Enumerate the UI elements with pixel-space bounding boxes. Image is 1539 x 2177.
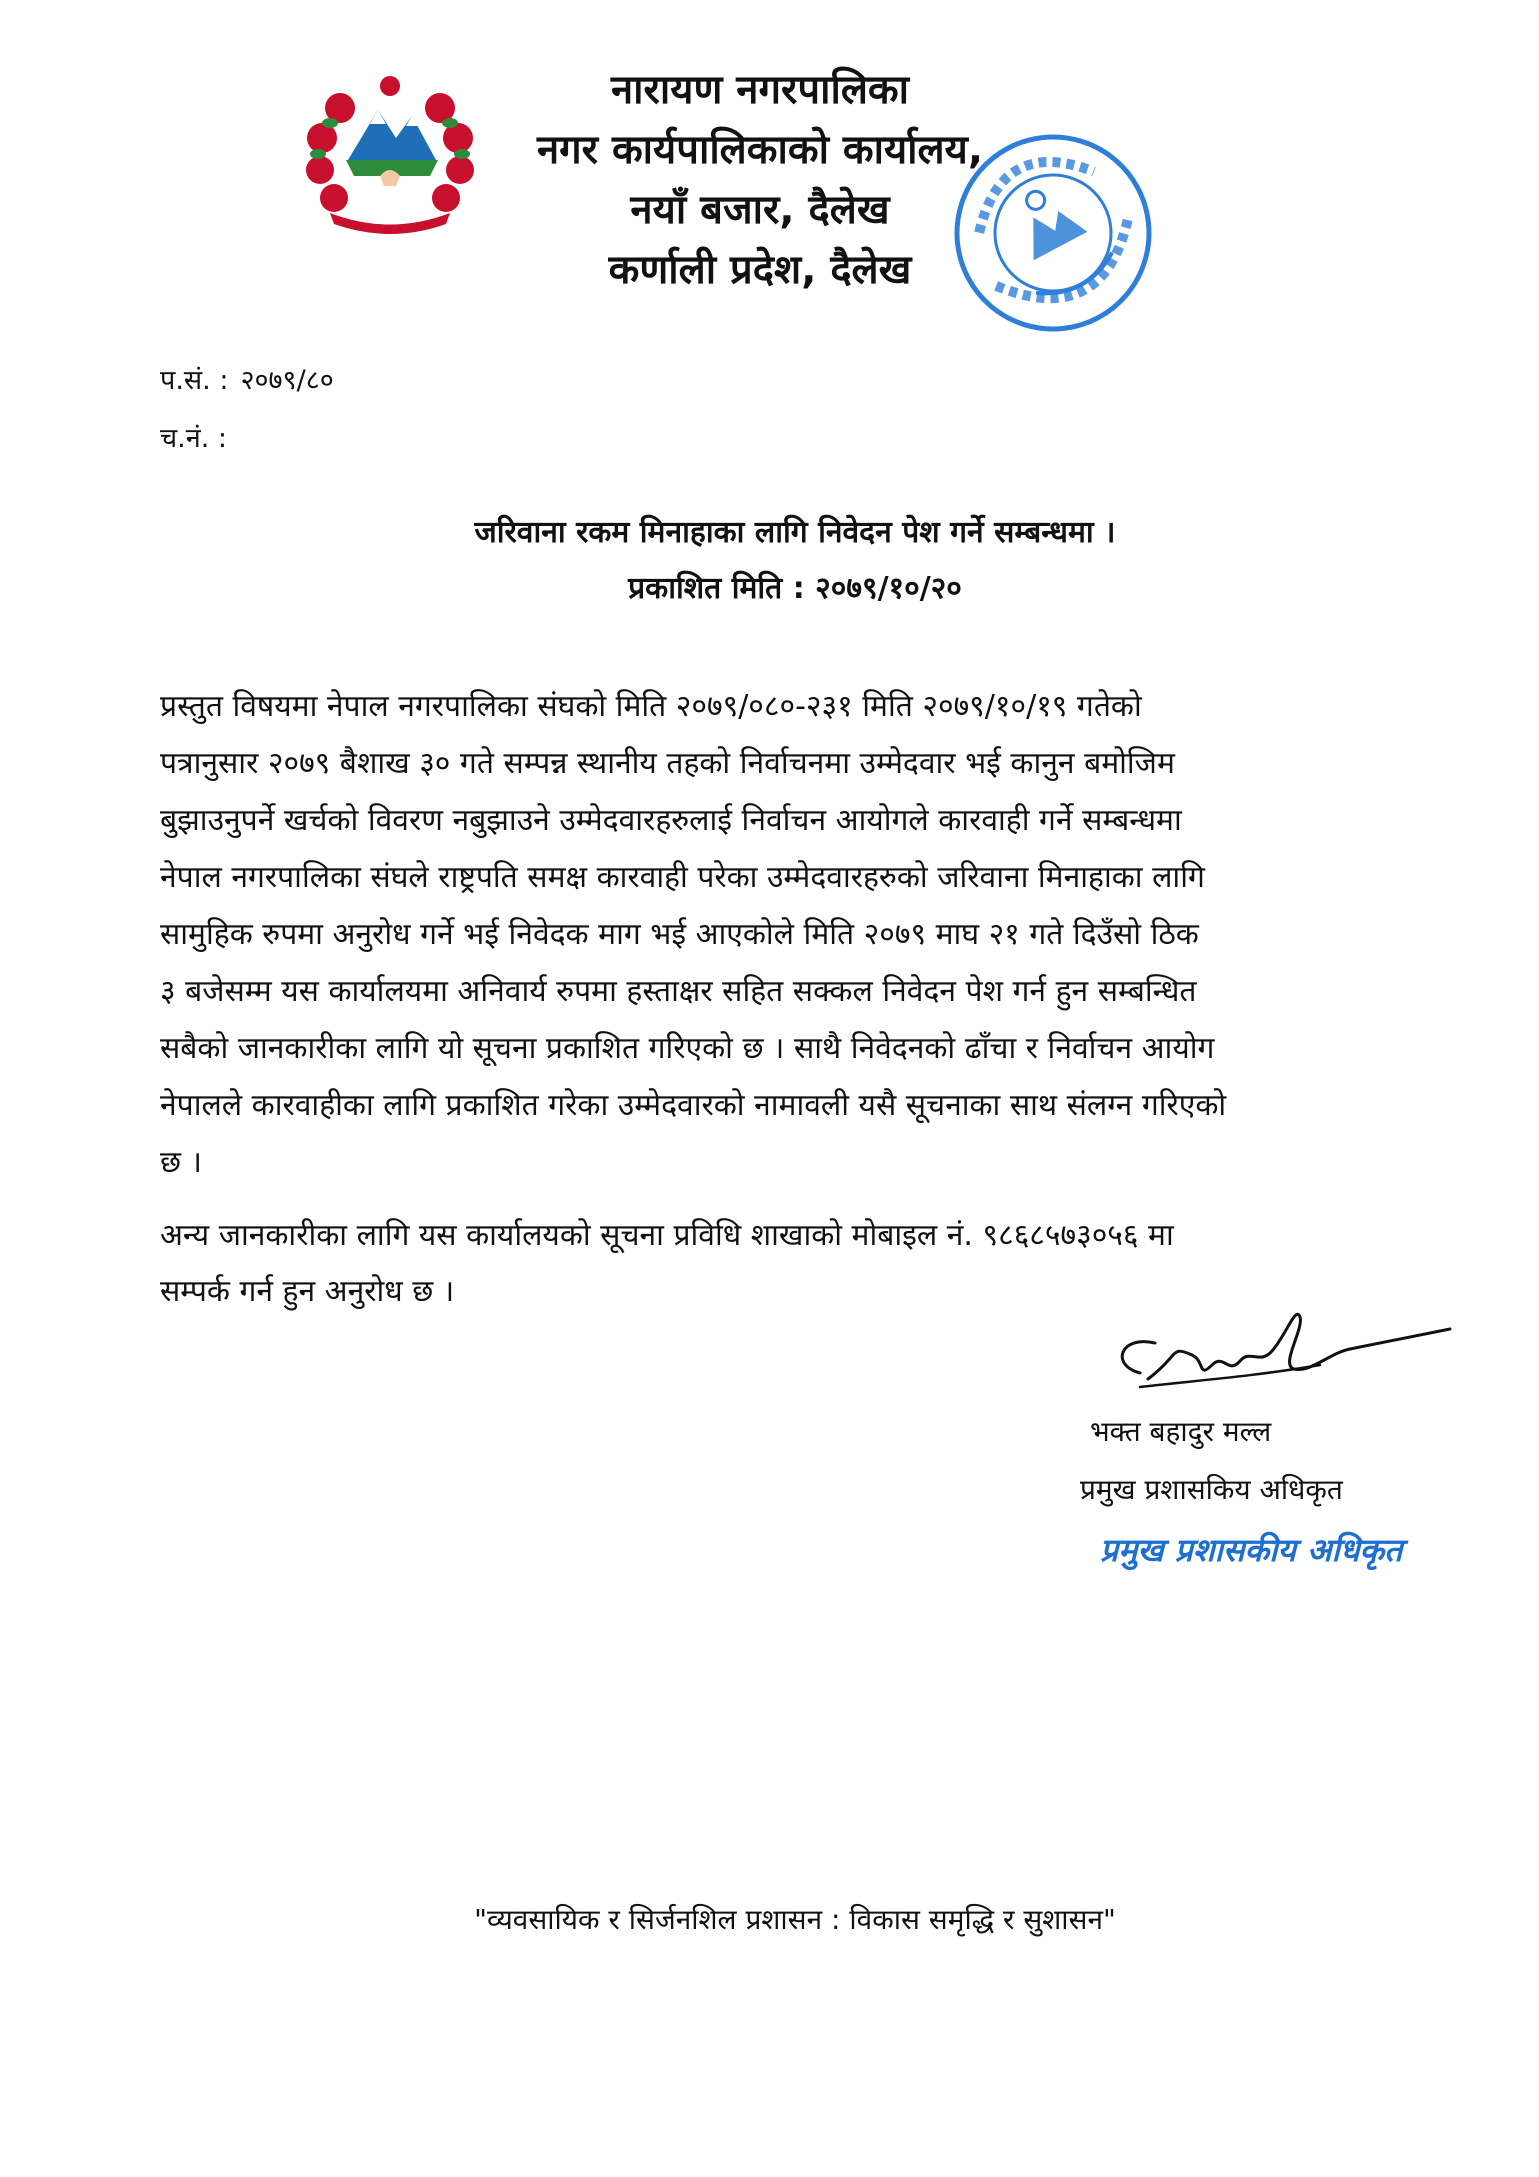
signatory-designation: प्रमुख प्रशासकिय अधिकृत	[1080, 1473, 1343, 1506]
letterhead	[520, 67, 1000, 310]
body-line: ३ बजेसम्म यस कार्यालयमा अनिवार्य रुपमा हस्ताक्षर सहित सक्कल निवेदन पेश गर्न हुन सम्बन्धित	[160, 974, 1197, 1009]
body-paragraph	[160, 678, 1430, 1191]
body-line: नेपाल नगरपालिका संघले राष्ट्रपति समक्ष कारवाही परेका उम्मेदवारहरुको जरिवाना मिनाहाका लागि	[160, 860, 1205, 895]
body-line: सामुहिक रुपमा अनुरोध गर्ने भई निवेदक माग भई आएकोले मिति २०७९ माघ २१ गते दिउँसो ठिक	[160, 917, 1199, 952]
signatory-name: भक्त बहादुर मल्ल	[1090, 1415, 1272, 1448]
body-line: बुझाउनुपर्ने खर्चको विवरण नबुझाउने उम्मेदवारहरुलाई निर्वाचन आयोगले कारवाही गर्ने सम्बन्धमा	[160, 803, 1182, 838]
dispatch-number	[160, 418, 239, 455]
designation-stamp: प्रमुख प्रशासकीय अधिकृत	[1100, 1531, 1403, 1569]
municipality-seal-icon	[948, 128, 1158, 338]
body-line: पत्रानुसार २०७९ बैशाख ३० गते सम्पन्न स्थानीय तहको निर्वाचनमा उम्मेदवार भई कानुन बमोजिम	[160, 746, 1175, 781]
body-line: सबैको जानकारीका लागि यो सूचना प्रकाशित गरिएको छ । साथै निवेदनको ढाँचा र निर्वाचन आयोग	[160, 1031, 1215, 1066]
body-line: सम्पर्क गर्न हुन अनुरोध छ ।	[160, 1274, 455, 1309]
reference-number-label: प.सं. :	[160, 365, 229, 396]
handwritten-signature-icon	[1100, 1295, 1460, 1415]
body-line: नेपालले कारवाहीका लागि प्रकाशित गरेका उम्मेदवारको नामावली यसै सूचनाका साथ संलग्न गरिएको	[160, 1088, 1227, 1123]
footer-slogan: "व्यवसायिक र सिर्जनशिल प्रशासन : विकास समृद्धि र सुशासन"	[474, 1903, 1116, 1936]
subject-title: जरिवाना रकम मिनाहाका लागि निवेदन पेश गर्ने सम्बन्धमा ।	[474, 515, 1116, 550]
reference-number-value: २०७९/८०	[240, 365, 334, 396]
dispatch-number-label: च.नं. :	[160, 423, 227, 454]
office-province: कर्णाली प्रदेश, दैलेख	[608, 247, 912, 293]
nepal-government-emblem-icon	[300, 68, 480, 236]
body-line: प्रस्तुत विषयमा नेपाल नगरपालिका संघको मिति २०७९/०८०-२३१ मिति २०७९/१०/१९ गतेको	[160, 689, 1142, 724]
office-name: नगर कार्यपालिकाको कार्यालय,	[536, 127, 984, 173]
reference-number	[160, 360, 334, 397]
body-line: अन्य जानकारीका लागि यस कार्यालयको सूचना प्रविधि शाखाको मोबाइल नं. ९८६८५७३०५६ मा	[160, 1218, 1174, 1253]
body-line: छ ।	[160, 1145, 202, 1180]
office-location: नयाँ बजार, दैलेख	[630, 187, 890, 233]
published-date: प्रकाशित मिति : २०७९/१०/२०	[628, 571, 962, 606]
municipality-name: नारायण नगरपालिका	[610, 67, 910, 113]
